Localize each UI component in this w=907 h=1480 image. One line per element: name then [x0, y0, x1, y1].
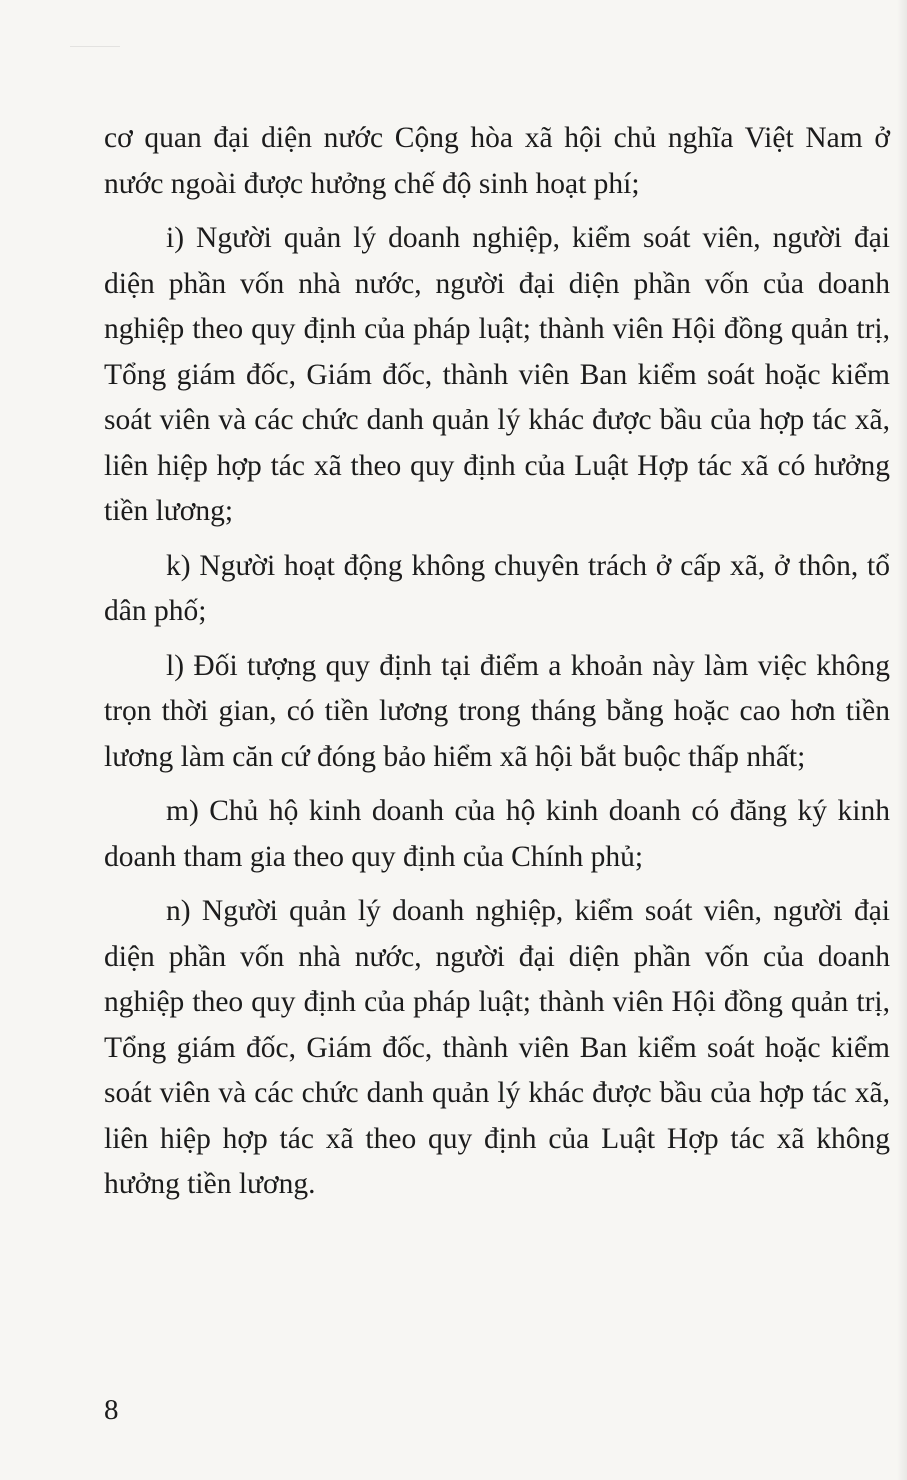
- paragraph-item-n: n) Người quản lý doanh nghiệp, kiểm soát viên, người đại diện phần vốn nhà nước, người đại diện phần vốn của doanh nghiệp theo quy định của pháp luật; thành viên Hội đồng quản trị, Tổng giám đốc, Giám đốc, thành viên Ban kiểm soát hoặc kiểm soát viên và các chức danh quản lý khác được bầu của hợp tác xã, liên hiệp hợp tác xã theo quy định của Luật Hợp tác xã không hưởng tiền lương.: [104, 895, 890, 1200]
- paragraph-item-l: l) Đối tượng quy định tại điểm a khoản này làm việc không trọn thời gian, có tiền lương trong tháng bằng hoặc cao hơn tiền lương làm căn cứ đóng bảo hiểm xã hội bắt buộc thấp nhất;: [104, 649, 890, 773]
- page-number: 8: [104, 1394, 119, 1426]
- paragraph-item-k: k) Người hoạt động không chuyên trách ở cấp xã, ở thôn, tổ dân phố;: [104, 549, 890, 627]
- paragraph-item-i: i) Người quản lý doanh nghiệp, kiểm soát viên, người đại diện phần vốn nhà nước, người đại diện phần vốn của doanh nghiệp theo quy định của pháp luật; thành viên Hội đồng quản trị, Tổng giám đốc, Giám đốc, thành viên Ban kiểm soát hoặc kiểm soát viên và các chức danh quản lý khác được bầu của hợp tác xã, liên hiệp hợp tác xã theo quy định của Luật Hợp tác xã có hưởng tiền lương;: [104, 222, 890, 527]
- scan-artifact: [70, 46, 120, 47]
- page-edge-shadow: [897, 0, 907, 1480]
- paragraph-continuation: cơ quan đại diện nước Cộng hòa xã hội chủ nghĩa Việt Nam ở nước ngoài được hưởng chế độ sinh hoạt phí;: [104, 122, 890, 200]
- body-text: [104, 116, 890, 1217]
- paragraph-item-m: m) Chủ hộ kinh doanh của hộ kinh doanh có đăng ký kinh doanh tham gia theo quy định của Chính phủ;: [104, 795, 890, 873]
